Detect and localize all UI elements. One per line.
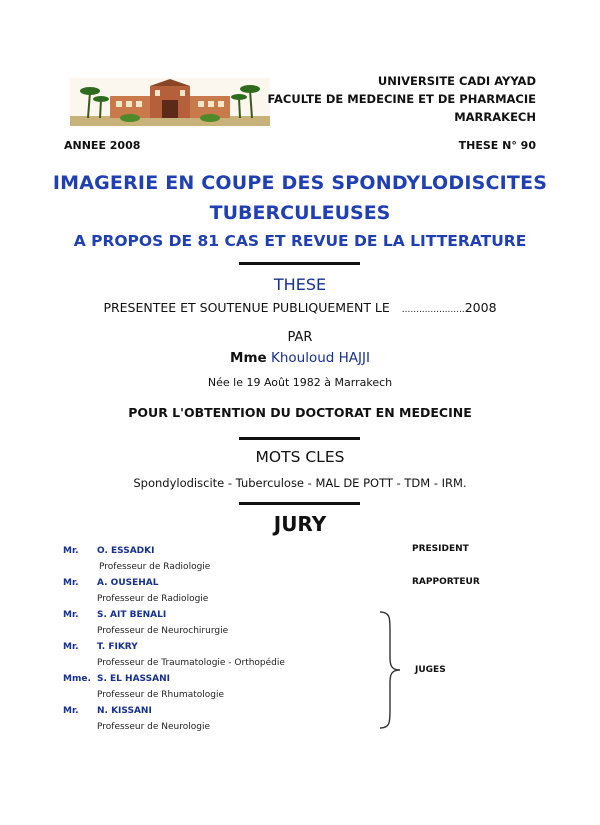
- presented-text: PRESENTEE ET SOUTENUE PUBLIQUEMENT LE: [103, 300, 390, 315]
- thesis-title-line2: TUBERCULEUSES: [209, 202, 391, 224]
- member-name: S. EL HASSANI: [97, 674, 170, 684]
- author-prefix: Mme: [230, 350, 267, 366]
- member-role: Professeur de Rhumatologie: [97, 690, 225, 700]
- member-role: Professeur de Neurochirurgie: [97, 626, 229, 636]
- member-name: A. OUSEHAL: [97, 578, 159, 588]
- degree-purpose: POUR L'OBTENTION DU DOCTORAT EN MEDECINE: [128, 405, 472, 420]
- author-line: [0, 350, 600, 366]
- brace-icon: [378, 610, 402, 730]
- member-title: Mr.: [63, 610, 79, 620]
- member-name: S. AIT BENALI: [97, 610, 167, 620]
- member-title: Mr.: [63, 546, 79, 556]
- year-label: ANNEE 2008: [64, 139, 141, 152]
- divider: [239, 502, 360, 505]
- author-name: Khouloud HAJJI: [270, 350, 370, 366]
- member-title: Mr.: [63, 642, 79, 652]
- member-name: O. ESSADKI: [97, 546, 155, 556]
- keywords-list: Spondylodiscite - Tuberculose - MAL DE POTT - TDM - IRM.: [133, 476, 467, 490]
- member-role: Professeur de Radiologie: [97, 594, 209, 604]
- member-title: Mr.: [63, 706, 79, 716]
- keywords-heading: MOTS CLES: [255, 448, 345, 466]
- university-name: UNIVERSITE CADI AYYAD: [377, 74, 536, 88]
- par-label: PAR: [287, 330, 313, 345]
- birth-info: Née le 19 Août 1982 à Marrakech: [207, 376, 393, 389]
- jury-heading: JURY: [273, 512, 327, 536]
- member-title: Mr.: [63, 578, 79, 588]
- member-name: T. FIKRY: [97, 642, 138, 652]
- date-dots: ......................: [401, 305, 465, 315]
- faculty-name: FACULTE DE MEDECINE ET DE PHARMACIE: [267, 92, 536, 106]
- city-name: MARRAKECH: [454, 110, 536, 124]
- member-name: N. KISSANI: [97, 706, 152, 716]
- date-year: 2008: [464, 300, 497, 315]
- president-label: PRESIDENT: [412, 544, 469, 554]
- thesis-number: THESE N° 90: [458, 139, 536, 152]
- thesis-subtitle: A PROPOS DE 81 CAS ET REVUE DE LA LITTERATURE: [73, 232, 527, 250]
- member-role: Professeur de Neurologie: [97, 722, 211, 732]
- member-role: Professeur de Radiologie: [99, 562, 211, 572]
- thesis-title-line1: IMAGERIE EN COUPE DES SPONDYLODISCITES: [52, 172, 548, 194]
- these-heading: THESE: [273, 275, 327, 294]
- divider: [239, 437, 360, 440]
- rapporteur-label: RAPPORTEUR: [412, 577, 480, 587]
- divider: [239, 262, 360, 265]
- member-role: Professeur de Traumatologie - Orthopédie: [97, 658, 285, 668]
- presented-line: [0, 300, 600, 315]
- member-title: Mme.: [63, 674, 91, 684]
- juges-label: JUGES: [415, 665, 446, 675]
- faculty-logo: [70, 78, 270, 126]
